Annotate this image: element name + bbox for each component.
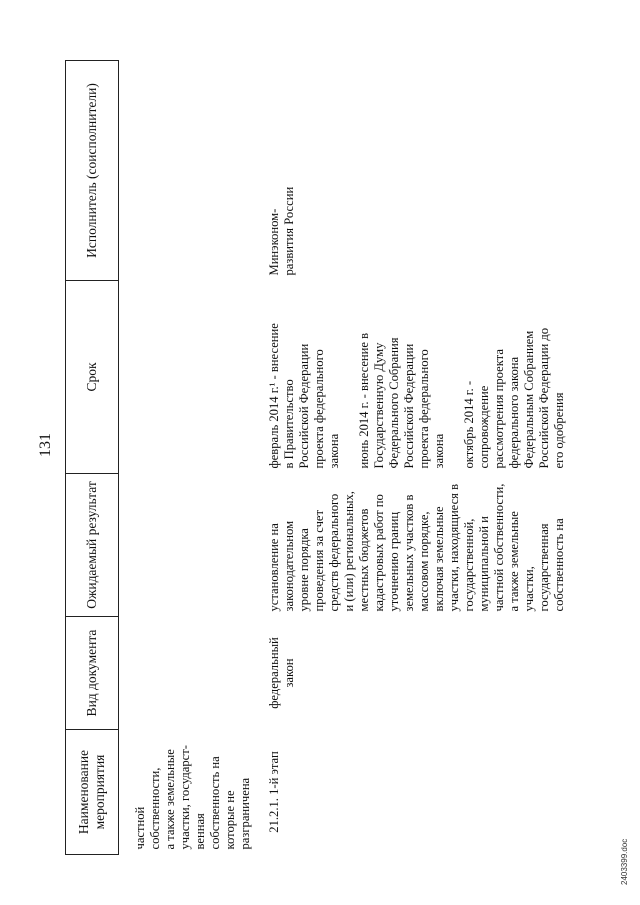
cell-doc-type: федеральный закон xyxy=(267,637,296,709)
cell-deadline: февраль 2014 г.¹ - внесение в Правительство Российской Федерации проекта федерального закона июнь 2014 г. - внесение в Государственную Думу Федерального Собрания Российской Федерации проекта федерального закона октябрь 2014 г. - сопровождение рассмотрения проекта федерального закона Федеральным Собранием Российской Федерации до его одобрения xyxy=(267,323,566,469)
header-doc-type: Вид документа xyxy=(66,617,119,730)
measures-table xyxy=(65,60,569,855)
continuation-row xyxy=(119,61,256,855)
cell-result: установление на законодательном уровне порядка проведения за счет средств федерального и (или) региональных, местных бюджетов кадастровых работ по уточнению границ земельных участков в массовом порядке, включая земельные участки, находящиеся в государственной, муниципальной и частной собственности, а также земельные участки, государственная собственность на xyxy=(267,483,566,612)
cell-executor: Минэконом- развития России xyxy=(267,186,296,276)
page-number: 131 xyxy=(37,433,54,457)
header-row xyxy=(66,61,119,855)
cell-name: 21.2.1. 1-й этап xyxy=(267,751,281,833)
continuation-text: частной собственности, а также земельные участки, государст- венная собственность на которые не разграничена xyxy=(133,745,252,850)
header-deadline: Срок xyxy=(66,281,119,474)
header-name: Наименование мероприятия xyxy=(66,730,119,855)
table-row xyxy=(255,61,569,855)
header-executor: Исполнитель (соисполнители) xyxy=(66,61,119,281)
header-result: Ожидаемый результат xyxy=(66,474,119,617)
footer-filename: 2403399.doc xyxy=(620,838,629,885)
